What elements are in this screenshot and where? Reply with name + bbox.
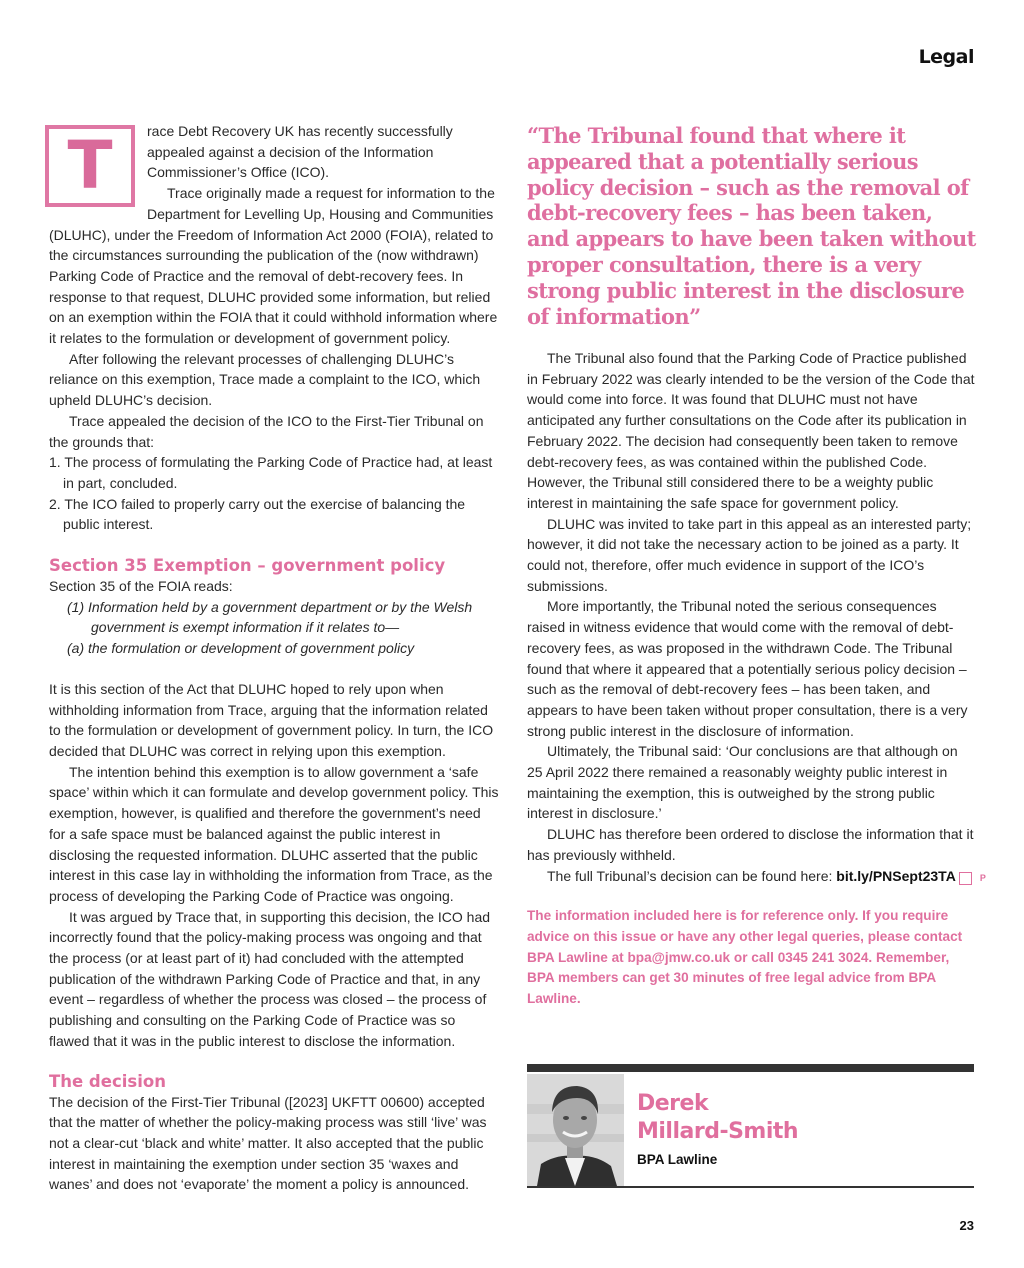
page-number: 23 xyxy=(959,1218,974,1233)
statute-quote: (1) Information held by a government department or by the Welsh government is exempt information if it relates to— xyxy=(67,598,473,636)
body-paragraph: Trace originally made a request for information to the Department for Levelling Up, Housing and Communities (DLUHC), under the Freedom of Information Act 2000 (FOIA), related to the circumstances surrounding the publication of the (now withdrawn) Parking Code of Practice and the removal of debt-recovery fees. In response to that request, DLUHC provided some information, but relied on an exemption within the FOIA that it could withhold information where it relates to the formulation or development of government policy. xyxy=(49,185,498,347)
section-heading: The decision xyxy=(49,1071,166,1091)
disclaimer-text: or call 0345 241 3024. Remember, BPA members can get 30 minutes of free legal advice from BPA Lawline. xyxy=(527,949,950,1007)
email-link[interactable]: bpa@jmw.co.uk xyxy=(627,949,731,965)
body-paragraph: The decision of the First-Tier Tribunal ([2023] UKFTT 00600) accepted that the matter of whether the policy-making process was still ‘live’ was not a clear-cut ‘black and white’ matter. It also accepted that the public interest in maintaining the exemption under section 35 ‘waxes and wanes’ and does not ‘evaporate’ the moment a policy is announced. xyxy=(49,1093,487,1193)
section-label: Legal xyxy=(918,46,974,68)
right-column xyxy=(527,348,986,1010)
end-mark-icon: P xyxy=(959,872,972,885)
body-paragraph: DLUHC was invited to take part in this appeal as an interested party; however, it did not take the necessary action to be joined as a party. It could not, therefore, offer much evidence in support of the ICO’s submissions. xyxy=(527,515,972,594)
author-portrait-icon xyxy=(527,1074,624,1186)
section-heading: Section 35 Exemption – government policy xyxy=(49,556,446,576)
body-paragraph: More importantly, the Tribunal noted the serious consequences raised in witness evidence that would come with the removal of debt-recovery fees, as was proposed in the withdrawn Code. The Tribunal found that where it appeared that a potentially serious policy decision – such as the removal of debt-recovery fees – has been taken, and appears to have been taken without proper consultation, there is a very strong public interest in the disclosure of information. xyxy=(527,598,968,739)
author-box xyxy=(527,1064,974,1188)
left-column xyxy=(49,121,499,1195)
grounds-list-item: 2. The ICO failed to properly carry out the exercise of balancing the public interest. xyxy=(49,495,466,533)
body-paragraph: Ultimately, the Tribunal said: ‘Our conclusions are that although on 25 April 2022 there remained a reasonably weighty public interest in maintaining the exemption, this is outweighed by the strong public interest in disclosure.’ xyxy=(527,743,958,822)
decision-link[interactable]: bit.ly/PNSept23TA xyxy=(836,867,956,884)
body-paragraph: DLUHC has therefore been ordered to disclose the information that it has previously withheld. xyxy=(527,826,974,863)
divider xyxy=(527,1064,974,1072)
body-paragraph: After following the relevant processes of challenging DLUHC’s reliance on this exemption, Trace made a complaint to the ICO, which upheld DLUHC’s decision. xyxy=(49,350,481,409)
disclaimer xyxy=(527,906,975,1010)
body-paragraph: The intention behind this exemption is to allow government a ‘safe space’ within which it can formulate and develop government policy. This exemption, however, is qualified and therefore the government’s need for a safe space must be balanced against the public interest in disclosing the requested information. DLUHC asserted that the public interest in this case lay in withholding the information from Trace, as the process of developing the Parking Code of Practice was ongoing. xyxy=(49,763,499,904)
body-paragraph: It is this section of the Act that DLUHC hoped to rely upon when withholding information from Trace, arguing that the information related to the formulation or development of government policy. In turn, the ICO decided that DLUHC was correct in relying upon this exemption. xyxy=(49,680,494,759)
body-paragraph xyxy=(527,866,986,887)
grounds-list-item: 1. The process of formulating the Parking Code of Practice had, at least in part, concluded. xyxy=(49,454,493,491)
disclaimer-text: The information included here is for reference only. If you require advice on this issue or have any other legal queries, please contact BPA Lawline at xyxy=(527,908,963,965)
intro-block xyxy=(49,121,499,349)
statute-quote: (a) the formulation or development of government policy xyxy=(67,640,415,657)
body-paragraph: Trace appealed the decision of the ICO to the First-Tier Tribunal on the grounds that: xyxy=(49,412,484,450)
link-prefix: The full Tribunal’s decision can be found here: xyxy=(547,867,837,884)
author-first-name: Derek xyxy=(637,1091,709,1116)
body-paragraph: The Tribunal also found that the Parking Code of Practice published in February 2022 was clearly intended to be the version of the Code that would come into force. It was found that DLUHC must not have anticipated any further consultations on the Code after its publication in February 2022. The decision had consequently been taken to remove debt-recovery fees, as was contained within the published Code. However, the Tribunal still considered there to be a weighty public interest in maintaining the safe space for government policy. xyxy=(527,350,975,511)
body-paragraph: Section 35 of the FOIA reads: xyxy=(49,578,233,595)
intro-paragraph: race Debt Recovery UK has recently successfully appealed against a decision of the Information Commissioner’s Office (ICO). xyxy=(147,123,453,181)
pull-quote: “The Tribunal found that where it appeared that a potentially serious policy decision – such as the removal of debt-recovery fees – has been taken, and appears to have been taken without proper consultation, there is a very strong public interest in the disclosure of information” xyxy=(527,123,976,329)
body-paragraph: It was argued by Trace that, in supporting this decision, the ICO had incorrectly found that the policy-making process was ongoing and that the process (or at least part of it) had concluded with the attempted publication of the withdrawn Parking Code of Practice and that, in any event – regardless of whether the process was closed – the process of publishing and consulting on the Parking Code of Practice was so flawed that it was in the public interest to disclose the information. xyxy=(49,908,491,1049)
divider xyxy=(527,1186,974,1188)
author-photo xyxy=(527,1074,624,1186)
drop-cap: T xyxy=(45,125,135,207)
author-name xyxy=(637,1090,798,1146)
author-organisation: BPA Lawline xyxy=(637,1152,718,1167)
author-last-name: Millard-Smith xyxy=(637,1119,799,1144)
